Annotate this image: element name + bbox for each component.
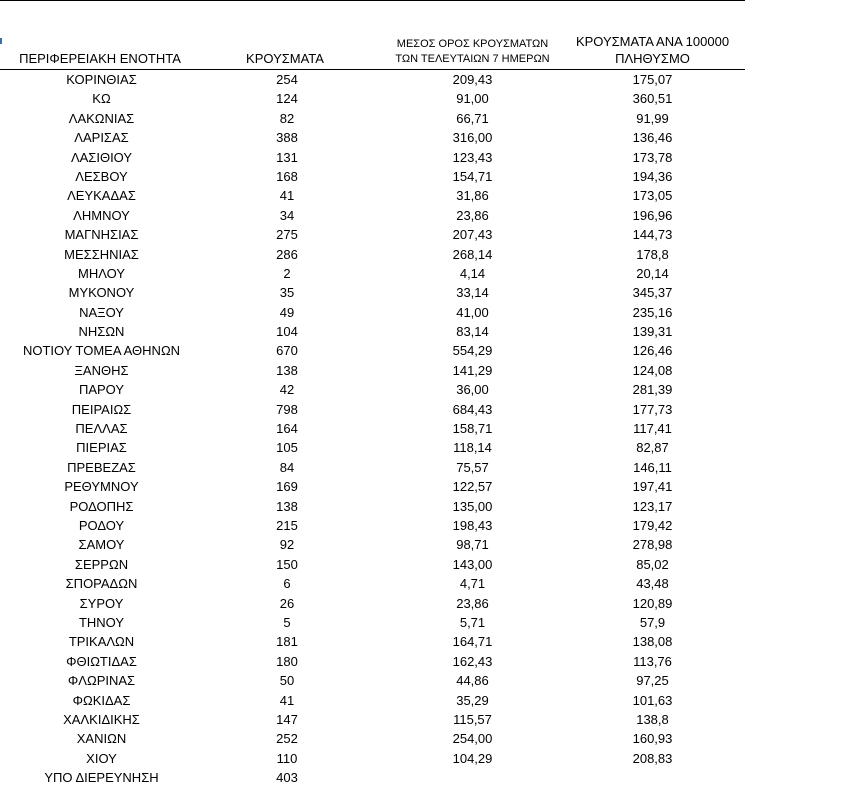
table-row (0, 400, 751, 419)
per-100k-cell: 136,46 (632, 130, 673, 146)
table-row (0, 380, 751, 399)
table-row (0, 710, 751, 729)
per-100k-cell: 123,17 (632, 498, 673, 514)
table-row (0, 671, 751, 690)
cases-cell: 34 (279, 207, 295, 223)
per-100k-cell: 20,14 (636, 265, 669, 281)
table-row (0, 555, 751, 574)
average-cell: 207,43 (452, 227, 493, 243)
per-100k-cell: 124,08 (632, 362, 673, 378)
cases-cell: 92 (279, 537, 295, 553)
region-cell: ΛΑΡΙΣΑΣ (74, 130, 129, 146)
per-100k-cell: 91,99 (636, 110, 669, 126)
per-100k-cell: 173,78 (632, 149, 673, 165)
per-100k-cell: 138,8 (636, 711, 669, 727)
region-cell: ΠΡΕΒΕΖΑΣ (67, 459, 136, 475)
cases-cell: 181 (276, 634, 298, 650)
table-row (0, 574, 751, 593)
region-cell: ΡΟΔΟΠΗΣ (69, 498, 134, 514)
per-100k-cell: 173,05 (632, 188, 673, 204)
average-cell: 4,14 (459, 265, 486, 281)
table-row (0, 477, 751, 496)
per-100k-cell: 113,76 (633, 653, 672, 669)
cases-cell: 49 (279, 304, 295, 320)
average-cell: 118,14 (453, 440, 492, 456)
table-row (0, 322, 751, 341)
cases-cell: 215 (276, 517, 298, 533)
per-100k-cell: 197,41 (632, 479, 673, 495)
per-100k-cell: 194,36 (632, 168, 673, 184)
region-cell: ΣΠΟΡΑΔΩΝ (65, 576, 138, 592)
average-cell: 164,71 (452, 634, 493, 650)
average-cell: 83,14 (456, 324, 489, 340)
average-cell: 158,71 (452, 421, 493, 437)
per-100k-cell: 278,98 (632, 537, 673, 553)
cases-cell: 180 (276, 653, 298, 669)
table-row (0, 283, 751, 302)
region-cell: ΛΕΥΚΑΔΑΣ (67, 188, 136, 204)
region-cell: ΤΗΝΟΥ (78, 614, 125, 630)
per-100k-cell: 138,08 (632, 634, 673, 650)
region-cell: ΜΕΣΣΗΝΙΑΣ (64, 246, 139, 262)
region-cell: ΛΑΚΩΝΙΑΣ (68, 110, 135, 126)
region-cell: ΠΑΡΟΥ (78, 382, 125, 398)
region-cell: ΣΕΡΡΩΝ (74, 556, 129, 572)
header-7day-average-line1: ΜΕΣΟΣ ΟΡΟΣ ΚΡΟΥΣΜΑΤΩΝ (396, 38, 549, 50)
average-cell: 4,71 (459, 576, 486, 592)
region-cell: ΠΙΕΡΙΑΣ (76, 440, 127, 456)
region-cell: ΧΙΟΥ (86, 750, 117, 766)
header-cases-per-100k (560, 33, 745, 67)
average-cell: 91,00 (456, 91, 489, 107)
per-100k-cell: 85,02 (636, 556, 669, 572)
table-row (0, 535, 751, 554)
cases-cell: 82 (279, 110, 295, 126)
cases-cell: 147 (276, 711, 298, 727)
table-row (0, 186, 751, 205)
average-cell: 35,29 (456, 692, 489, 708)
table-row (0, 438, 751, 457)
header-7day-average (375, 37, 570, 67)
region-cell: ΠΕΛΛΑΣ (75, 421, 128, 437)
cases-cell: 41 (279, 188, 295, 204)
table-row (0, 109, 751, 128)
table-row (0, 613, 751, 632)
average-cell: 141,29 (452, 362, 493, 378)
table-row (0, 341, 751, 360)
region-cell: ΛΕΣΒΟΥ (75, 168, 128, 184)
average-cell: 5,71 (459, 614, 486, 630)
region-cell: ΜΑΓΝΗΣΙΑΣ (64, 227, 139, 243)
per-100k-cell: 360,51 (632, 91, 673, 107)
cases-cell: 2 (283, 265, 291, 281)
average-cell: 33,14 (456, 285, 489, 301)
cases-cell: 104 (276, 324, 298, 340)
region-cell: ΠΕΙΡΑΙΩΣ (71, 401, 132, 417)
average-cell: 123,43 (452, 149, 493, 165)
region-cell: ΥΠΟ ΔΙΕΡΕΥΝΗΣΗ (44, 770, 159, 786)
table-row (0, 148, 751, 167)
per-100k-cell: 57,9 (639, 614, 666, 630)
average-cell: 254,00 (452, 731, 493, 747)
table-row (0, 361, 751, 380)
region-cell: ΣΑΜΟΥ (78, 537, 125, 553)
cases-cell: 41 (279, 692, 295, 708)
region-cell: ΧΑΛΚΙΔΙΚΗΣ (63, 711, 140, 727)
average-cell: 31,86 (456, 188, 489, 204)
cases-cell: 150 (276, 556, 298, 572)
table-row (0, 89, 751, 108)
per-100k-cell: 345,37 (632, 285, 673, 301)
table-row (0, 419, 751, 438)
per-100k-cell: 179,42 (632, 517, 673, 533)
header-cases-per-100k-line1: ΚΡΟΥΣΜΑΤΑ ΑΝΑ 100000 (575, 34, 730, 49)
header-7day-average-line2: ΤΩΝ ΤΕΛΕΥΤΑΙΩΝ 7 ΗΜΕΡΩΝ (395, 53, 550, 65)
average-cell: 143,00 (452, 556, 493, 572)
per-100k-cell: 177,73 (632, 401, 673, 417)
per-100k-cell: 82,87 (636, 440, 669, 456)
region-cell: ΜΥΚΟΝΟΥ (68, 285, 135, 301)
cases-cell: 110 (276, 750, 298, 766)
average-cell: 23,86 (456, 207, 489, 223)
table-row (0, 497, 751, 516)
per-100k-cell: 208,83 (632, 750, 673, 766)
region-cell: ΝΑΞΟΥ (79, 304, 124, 320)
data-table (0, 70, 751, 787)
average-cell: 122,57 (452, 479, 493, 495)
table-row (0, 632, 751, 651)
cases-cell: 164 (276, 421, 298, 437)
table-row (0, 167, 751, 186)
cases-cell: 84 (279, 459, 295, 475)
top-rule (0, 0, 745, 1)
table-row (0, 225, 751, 244)
average-cell: 104,29 (452, 750, 493, 766)
table-row (0, 206, 751, 225)
cases-cell: 670 (276, 343, 298, 359)
average-cell: 36,00 (456, 382, 489, 398)
region-cell: ΦΛΩΡΙΝΑΣ (67, 673, 136, 689)
cases-cell: 275 (276, 227, 298, 243)
cases-cell: 254 (276, 72, 298, 87)
per-100k-cell: 101,63 (632, 692, 673, 708)
table-row (0, 264, 751, 283)
cases-cell: 5 (283, 614, 291, 630)
average-cell: 554,29 (452, 343, 493, 359)
per-100k-cell: 126,46 (632, 343, 673, 359)
cases-cell: 388 (276, 130, 298, 146)
cases-cell: 798 (276, 401, 298, 417)
cases-cell: 26 (279, 595, 295, 611)
average-cell: 115,57 (453, 711, 492, 727)
region-cell: ΝΟΤΙΟΥ ΤΟΜΕΑ ΑΘΗΝΩΝ (22, 343, 181, 359)
per-100k-cell: 160,93 (632, 731, 673, 747)
region-cell: ΣΥΡΟΥ (79, 595, 124, 611)
average-cell: 162,43 (452, 653, 493, 669)
average-cell: 154,71 (452, 168, 493, 184)
per-100k-cell: 120,89 (632, 595, 673, 611)
cases-cell: 35 (279, 285, 295, 301)
average-cell: 268,14 (452, 246, 493, 262)
header-region: ΠΕΡΙΦΕΡΕΙΑΚΗ ΕΝΟΤΗΤΑ (19, 51, 181, 66)
region-cell: ΤΡΙΚΑΛΩΝ (68, 634, 135, 650)
average-cell: 98,71 (456, 537, 489, 553)
average-cell: 44,86 (456, 673, 489, 689)
region-cell: ΧΑΝΙΩΝ (76, 731, 127, 747)
cases-cell: 138 (276, 498, 298, 514)
region-cell: ΛΑΣΙΘΙΟΥ (70, 149, 133, 165)
region-cell: ΝΗΣΩΝ (78, 324, 125, 340)
per-100k-cell: 97,25 (636, 673, 669, 689)
average-cell: 135,00 (452, 498, 493, 514)
per-100k-cell: 146,11 (633, 459, 672, 475)
cases-cell: 252 (276, 731, 298, 747)
per-100k-cell: 178,8 (636, 246, 669, 262)
average-cell: 316,00 (452, 130, 493, 146)
per-100k-cell: 144,73 (632, 227, 673, 243)
cases-cell: 403 (276, 770, 298, 786)
header-cases-per-100k-line2: ΠΛΗΘΥΣΜΟ (615, 51, 690, 66)
per-100k-cell: 175,07 (632, 72, 673, 87)
average-cell: 66,71 (456, 110, 489, 126)
average-cell: 198,43 (452, 517, 493, 533)
cases-cell: 124 (276, 91, 298, 107)
cases-cell: 169 (276, 479, 298, 495)
table-row (0, 70, 751, 89)
per-100k-cell: 139,31 (632, 324, 673, 340)
cases-cell: 50 (279, 673, 295, 689)
region-cell: ΞΑΝΘΗΣ (74, 362, 129, 378)
region-cell: ΛΗΜΝΟΥ (73, 207, 130, 223)
table-row (0, 245, 751, 264)
table-row (0, 516, 751, 535)
per-100k-cell: 235,16 (632, 304, 673, 320)
cases-cell: 168 (276, 168, 298, 184)
per-100k-cell: 196,96 (632, 207, 673, 223)
per-100k-cell: 43,48 (636, 576, 669, 592)
cases-cell: 138 (276, 362, 298, 378)
table-row (0, 652, 751, 671)
cell-selection-marker (0, 38, 2, 44)
cases-cell: 42 (279, 382, 295, 398)
average-cell: 75,57 (456, 459, 489, 475)
per-100k-cell: 117,41 (633, 421, 672, 437)
region-cell: ΦΩΚΙΔΑΣ (72, 692, 131, 708)
region-cell: ΦΘΙΩΤΙΔΑΣ (66, 653, 137, 669)
table-row (0, 303, 751, 322)
region-cell: ΚΩ (92, 91, 111, 107)
cases-cell: 286 (276, 246, 298, 262)
table-row (0, 768, 751, 787)
table-row (0, 729, 751, 748)
table-row (0, 594, 751, 613)
region-cell: ΚΟΡΙΝΘΙΑΣ (66, 72, 137, 87)
cases-cell: 105 (276, 440, 298, 456)
table-row (0, 749, 751, 768)
average-cell: 209,43 (452, 72, 493, 87)
header-cases: ΚΡΟΥΣΜΑΤΑ (246, 51, 324, 66)
per-100k-cell: 281,39 (632, 382, 673, 398)
average-cell: 41,00 (456, 304, 489, 320)
cases-cell: 131 (276, 149, 298, 165)
average-cell: 684,43 (452, 401, 493, 417)
region-cell: ΡΕΘΥΜΝΟΥ (64, 479, 139, 495)
average-cell: 23,86 (456, 595, 489, 611)
table-row (0, 128, 751, 147)
table-row (0, 691, 751, 710)
table-row (0, 458, 751, 477)
region-cell: ΜΗΛΟΥ (78, 265, 125, 281)
region-cell: ΡΟΔΟΥ (78, 517, 125, 533)
cases-cell: 6 (283, 576, 291, 592)
